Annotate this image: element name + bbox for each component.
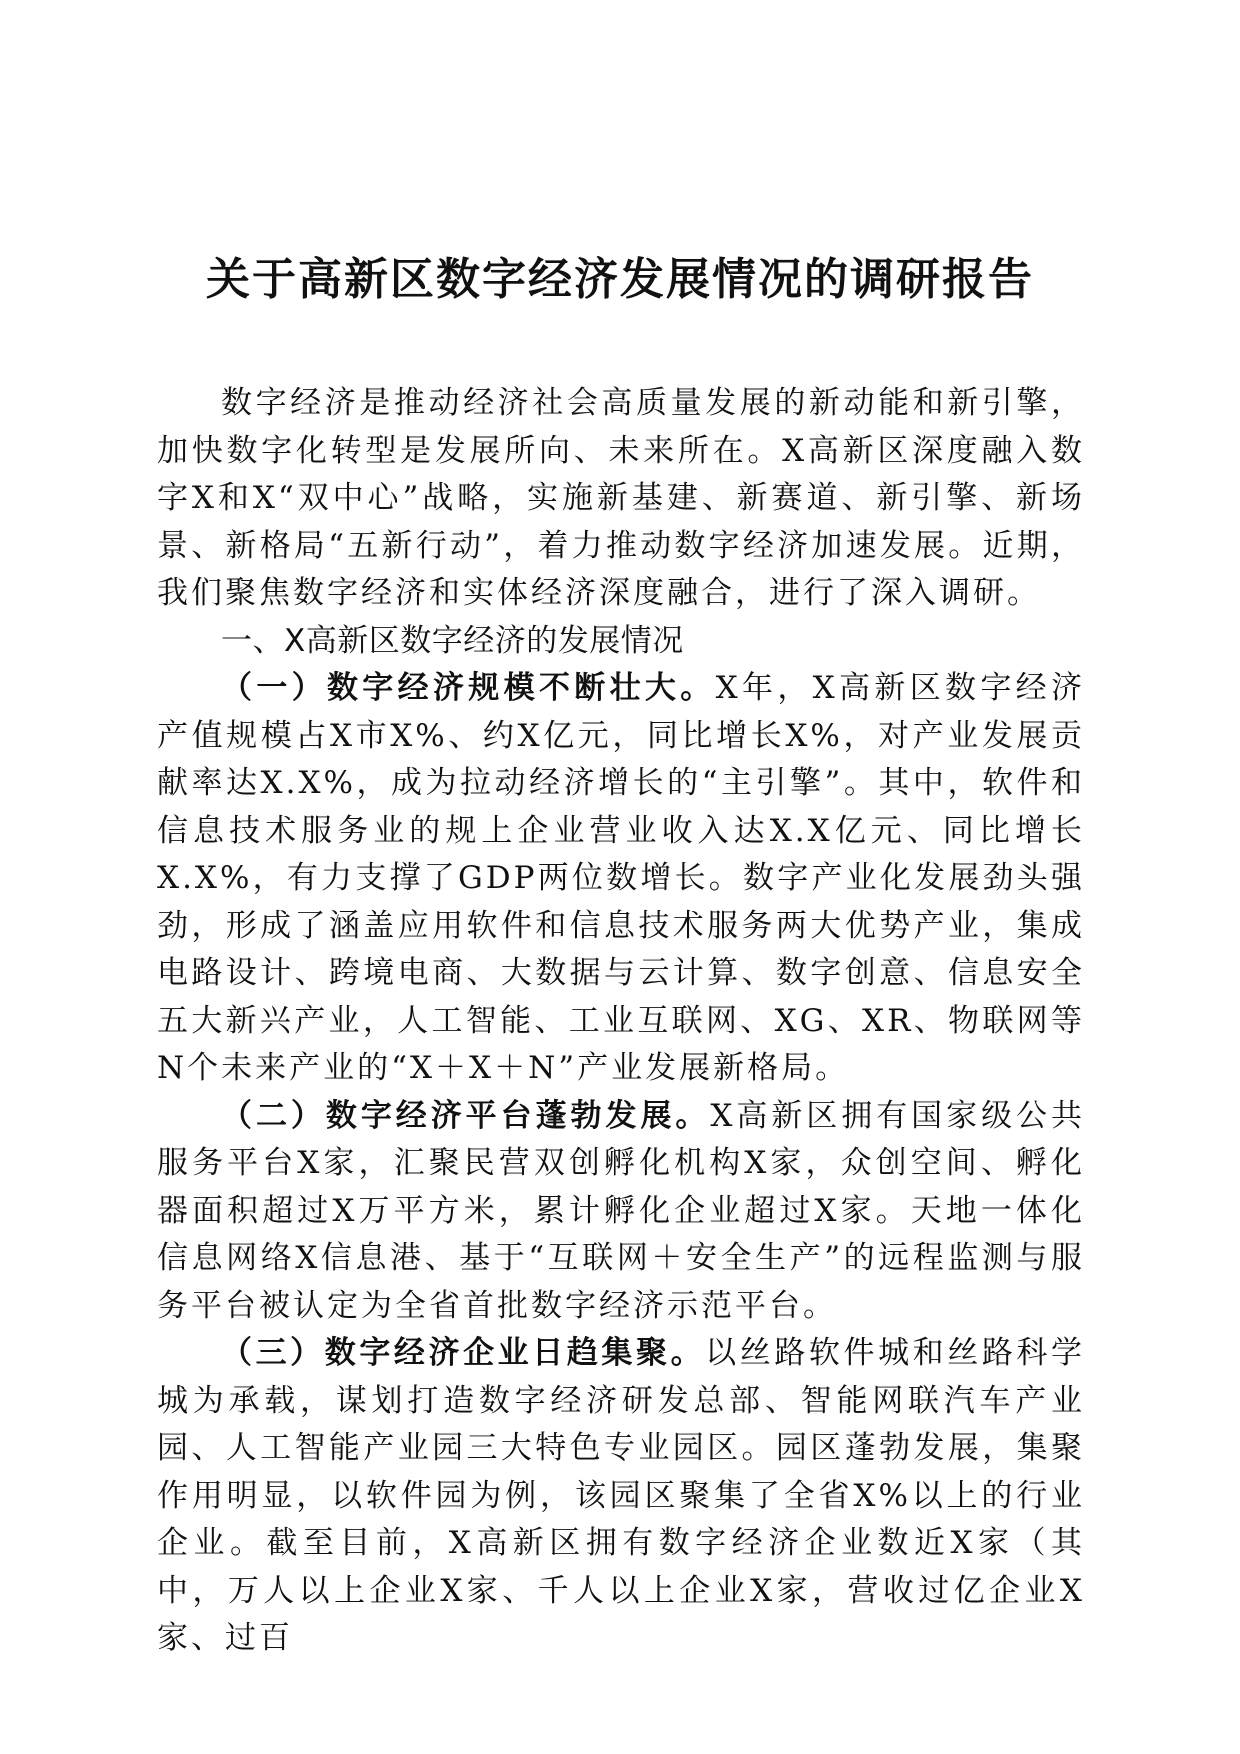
- subsection-text: X高新区拥有国家级公共服务平台X家，汇聚民营双创孵化机构X家，众创空间、孵化器面积超过X万平方米，累计孵化企业超过X家。天地一体化信息网络X信息港、基于“互联网＋安全生产”的远程监测与服务平台被认定为全省首批数字经济示范平台。: [157, 1097, 1085, 1324]
- subsection-text: X年，X高新区数字经济产值规模占X市X%、约X亿元，同比增长X%，对产业发展贡献率达X.X%，成为拉动经济增长的“主引擎”。其中，软件和信息技术服务业的规上企业营业收入达X.X亿元、同比增长X.X%，有力支撑了GDP两位数增长。数字产业化发展劲头强劲，形成了涵盖应用软件和信息技术服务两大优势产业，集成电路设计、跨境电商、大数据与云计算、数字创意、信息安全五大新兴产业，人工智能、工业互联网、XG、XR、物联网等N个未来产业的“X＋X＋N”产业发展新格局。: [157, 670, 1086, 1086]
- subsection-text: 以丝路软件城和丝路科学城为承载，谋划打造数字经济研发总部、智能网联汽车产业园、人工智能产业园三大特色专业园区。园区蓬勃发展，集聚作用明显，以软件园为例，该园区聚集了全省X%以上的行业企业。截至目前，X高新区拥有数字经济企业数近X家（其中，万人以上企业X家、千人以上企业X家，营收过亿企业X家、过百: [157, 1335, 1086, 1656]
- subsection-paragraph-2: [157, 1093, 1085, 1331]
- subsection-lead: （三）数字经济企业日趋集聚。: [221, 1335, 706, 1371]
- document-body: [157, 380, 1085, 1663]
- subsection-lead: （一）数字经济规模不断壮大。: [221, 670, 716, 706]
- document-title: 关于高新区数字经济发展情况的调研报告: [206, 254, 1034, 305]
- section-heading: 一、X高新区数字经济的发展情况: [221, 622, 684, 659]
- subsection-lead: （二）数字经济平台蓬勃发展。: [221, 1097, 711, 1134]
- subsection-paragraph-1: [157, 665, 1085, 1093]
- subsection-paragraph-3: [157, 1330, 1085, 1663]
- intro-paragraph: 数字经济是推动经济社会高质量发展的新动能和新引擎，加快数字化转型是发展所向、未来所在。X高新区深度融入数字X和X“双中心”战略，实施新基建、新赛道、新引擎、新场景、新格局“五新行动”，着力推动数字经济加速发展。近期，我们聚焦数字经济和实体经济深度融合，进行了深入调研。: [157, 385, 1085, 611]
